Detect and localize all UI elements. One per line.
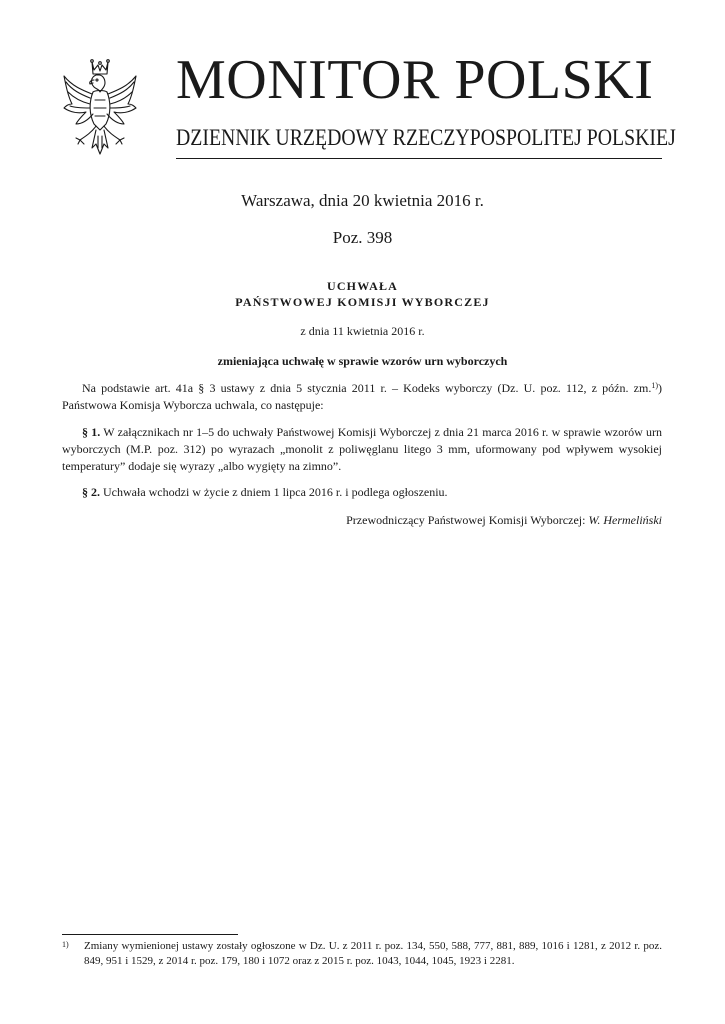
- act-issuer: PAŃSTWOWEJ KOMISJI WYBORCZEJ: [235, 295, 490, 309]
- footnote-text: Zmiany wymienionej ustawy zostały ogłoszone w Dz. U. z 2011 r. poz. 134, 550, 588, 777, 881, 889, 1016 i 1281, z 2012 r. poz. 849, 951 i 1529, z 2014 r. poz. 179, 180 i 1072 oraz z 2015 r. poz. 1043, 1044, 1045, 1923 i 2281.: [84, 940, 662, 967]
- legal-basis-paragraph: [62, 380, 662, 414]
- section-2-label: § 2.: [82, 485, 100, 499]
- legal-basis-text-end: ) Państwowa Komisja Wyborcza uchwala, co następuje:: [62, 381, 662, 412]
- section-2-text: Uchwała wchodzi w życie z dniem 1 lipca 2016 r. i podlega ogłoszeniu.: [100, 485, 448, 499]
- polish-eagle-emblem-icon: [58, 56, 142, 160]
- section-1-label: § 1.: [82, 425, 101, 439]
- footnote-divider: [62, 934, 238, 935]
- publication-title: MONITOR POLSKI: [176, 49, 654, 111]
- signatory-name: W. Hermeliński: [588, 513, 662, 527]
- signatory-role: Przewodniczący Państwowej Komisji Wyborczej:: [346, 513, 589, 527]
- masthead-divider: [176, 158, 662, 159]
- footnote-marker: 1): [62, 940, 69, 949]
- place-and-date: Warszawa, dnia 20 kwietnia 2016 r.: [241, 191, 484, 210]
- signature-line: [346, 512, 662, 529]
- act-subject: zmieniająca uchwałę w sprawie wzorów urn wyborczych: [217, 354, 508, 368]
- publication-subtitle: DZIENNIK URZĘDOWY RZECZYPOSPOLITEJ POLSKIEJ: [176, 125, 676, 150]
- section-2-paragraph: [62, 484, 662, 501]
- legal-basis-text: Na podstawie art. 41a § 3 ustawy z dnia 5 stycznia 2011 r. – Kodeks wyborczy (Dz. U. poz. 112, z późn. zm.: [82, 381, 652, 395]
- section-1-text: W załącznikach nr 1–5 do uchwały Państwowej Komisji Wyborczej z dnia 21 marca 2016 r. w sprawie wzorów urn wyborczych (M.P. poz. 312) po wyrazach „monolit z poliwęglanu litego 3 mm, uformowany pod wpływem wysokiej temperatury” dodaje się wyrazy „albo wygięty na zimno”.: [62, 425, 663, 473]
- act-date: z dnia 11 kwietnia 2016 r.: [300, 324, 425, 338]
- section-1-paragraph: [62, 424, 662, 475]
- footnote-reference: 1): [651, 381, 658, 390]
- act-type: UCHWAŁA: [326, 279, 399, 293]
- position-number: Poz. 398: [332, 228, 393, 247]
